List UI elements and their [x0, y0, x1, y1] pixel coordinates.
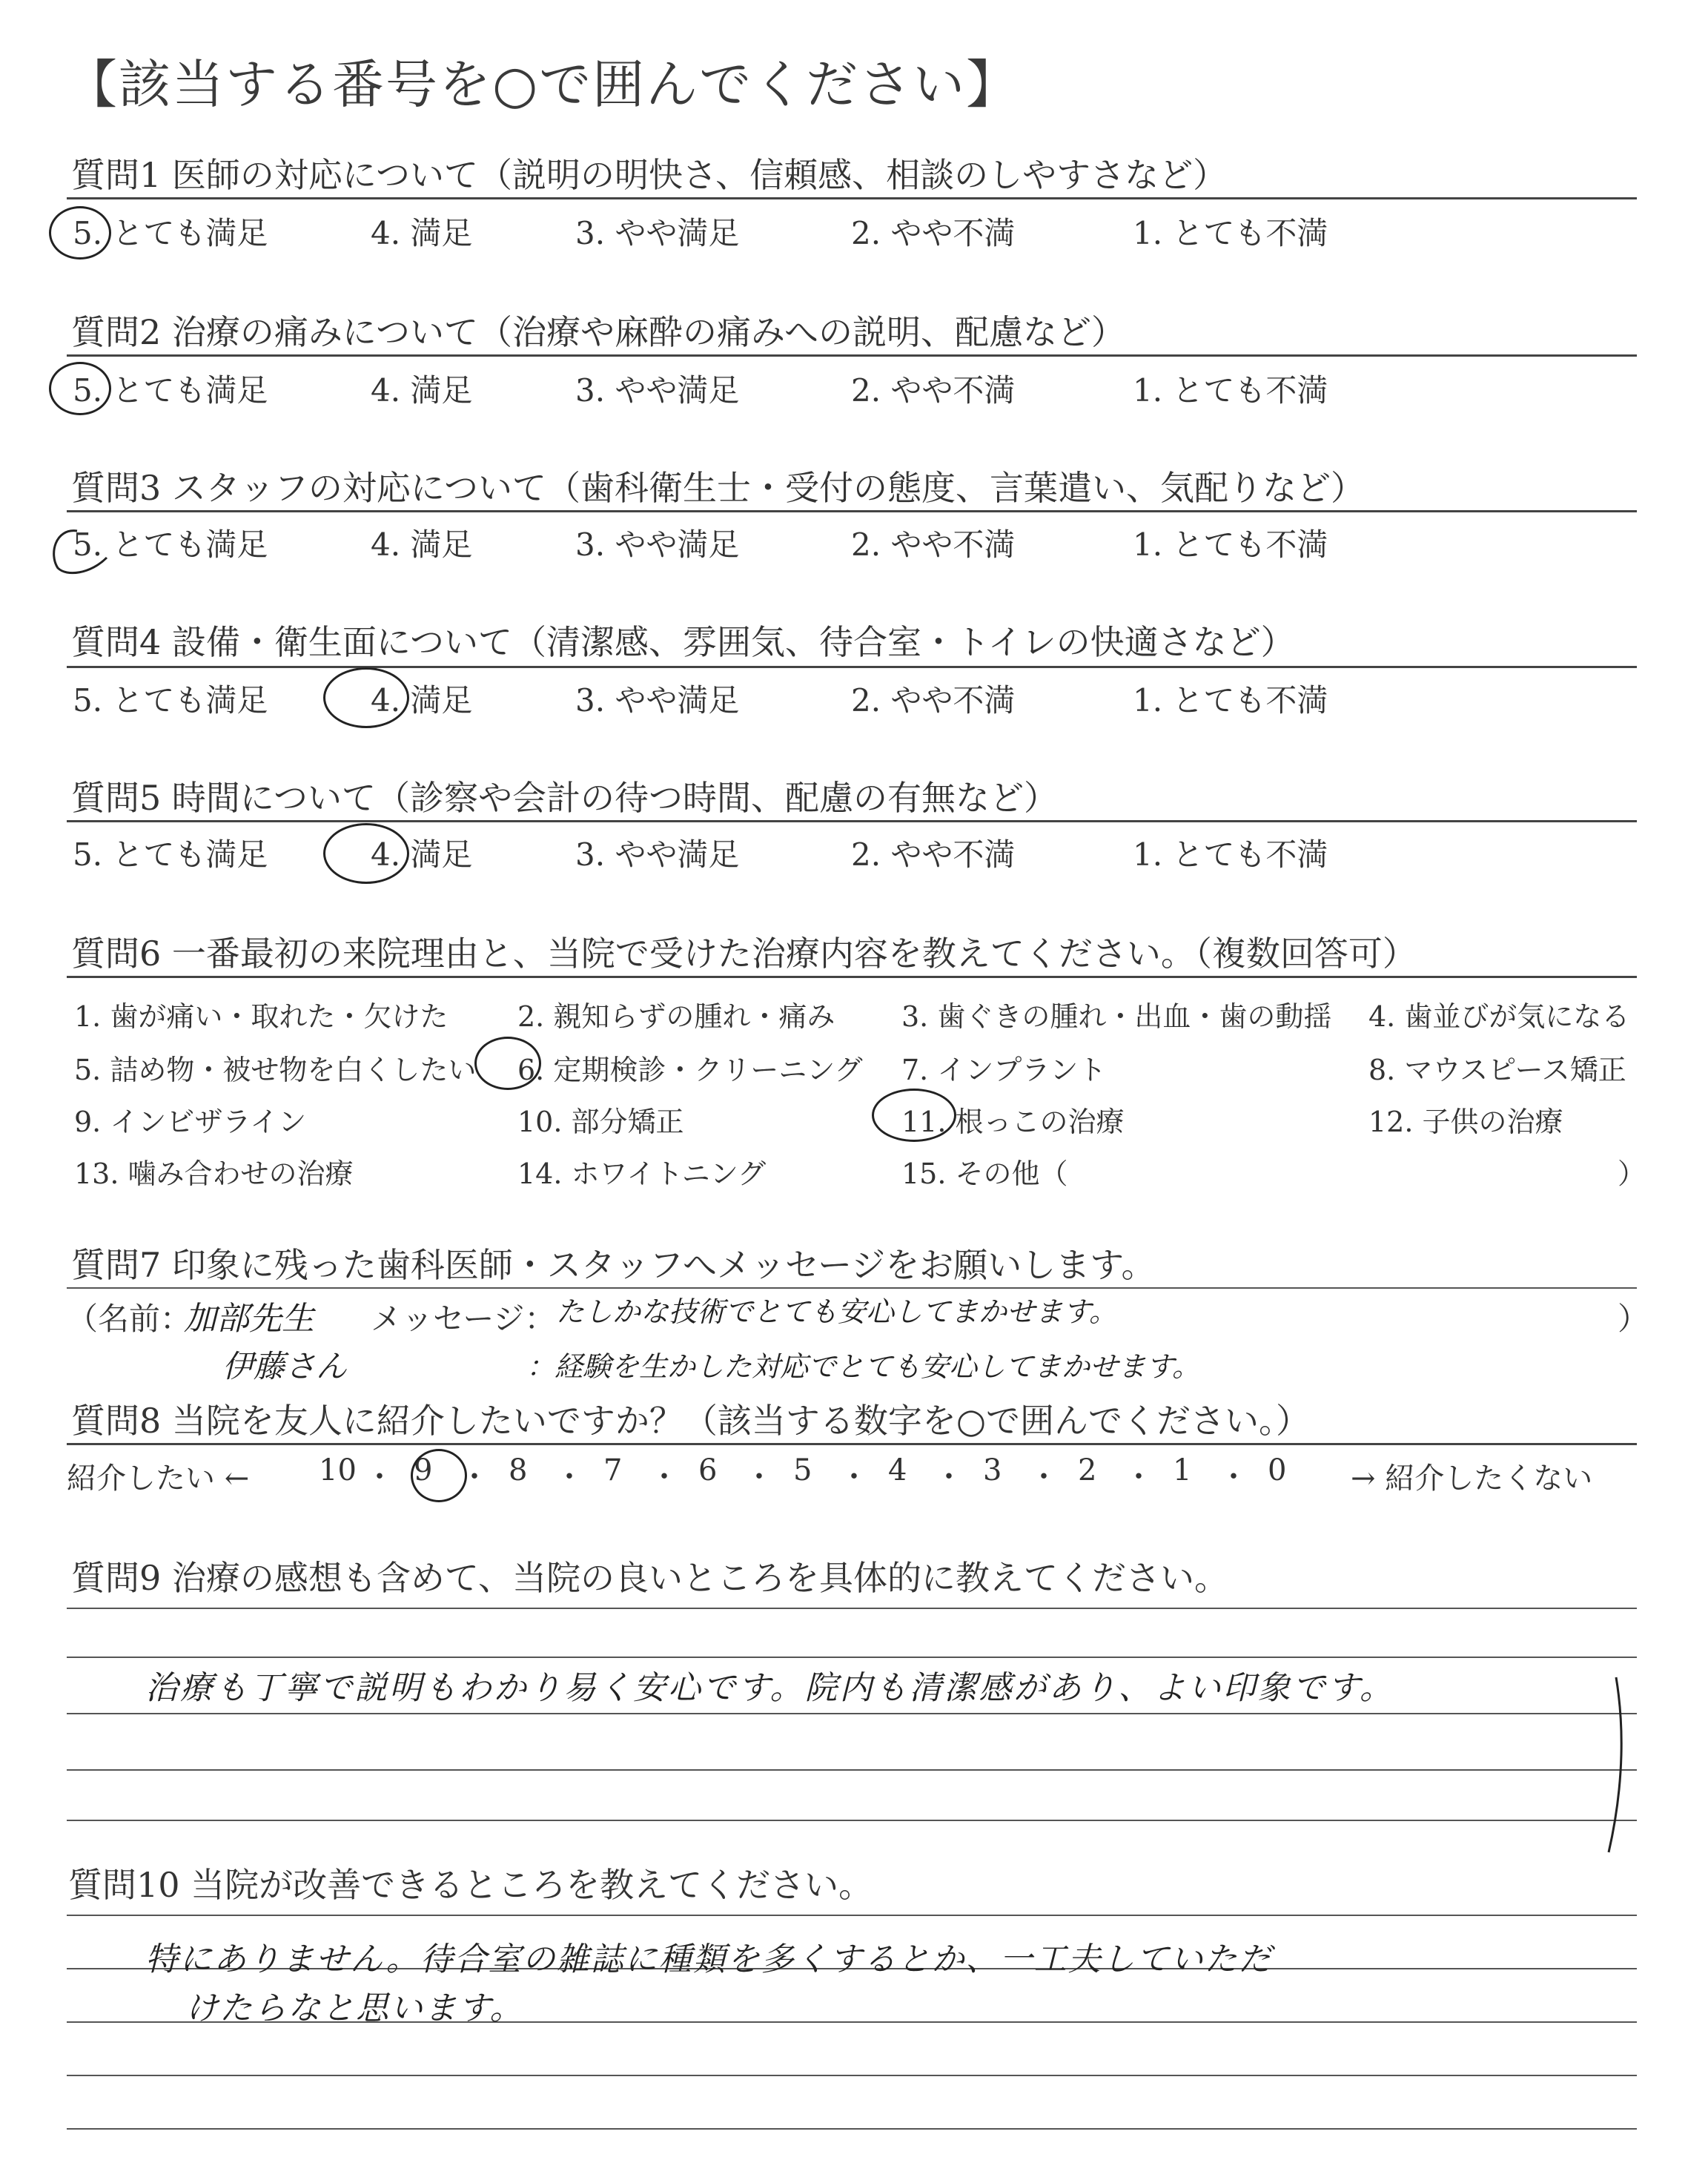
divider: [67, 510, 1637, 512]
q4-option-3[interactable]: 3. やや満足: [575, 682, 740, 719]
q3-option-5[interactable]: 5. とても満足: [73, 526, 268, 563]
q5-option-2[interactable]: 2. やや不満: [851, 836, 1016, 873]
q6-other-close-paren: ）: [1618, 1157, 1646, 1190]
divider: [67, 820, 1637, 822]
q3-option-1[interactable]: 1. とても不満: [1133, 526, 1328, 563]
q1-option-3[interactable]: 3. やや満足: [575, 215, 740, 251]
q5-option-1[interactable]: 1. とても不満: [1133, 836, 1328, 873]
q8-scale-9[interactable]: 9: [414, 1453, 433, 1487]
q8-scale-3[interactable]: 3: [983, 1453, 1002, 1487]
q6-choice-11[interactable]: 11. 根っこの治療: [901, 1106, 1125, 1138]
q7-message-label: メッセージ：: [371, 1301, 556, 1337]
q8-scale-7[interactable]: 7: [603, 1453, 623, 1487]
q6-choice-12[interactable]: 12. 子供の治療: [1368, 1106, 1563, 1138]
q4-option-4[interactable]: 4. 満足: [371, 682, 473, 719]
q8-selection-circle: [411, 1449, 467, 1502]
question-7-title: 質問7 印象に残った歯科医師・スタッフへメッセージをお願いします。: [71, 1245, 1156, 1285]
q4-selection-circle: [323, 667, 409, 728]
q8-scale-separator: ・: [649, 1460, 679, 1494]
q6-choice-9[interactable]: 9. インビザライン: [74, 1106, 307, 1138]
question-8-title: 質問8 当院を友人に紹介したいですか？（該当する数字を○で囲んでください。）: [71, 1401, 1311, 1441]
q8-scale-separator: ・: [1124, 1460, 1153, 1494]
q8-left-label: 紹介したい ←: [67, 1462, 250, 1496]
q9-handwritten-answer: 治療も丁寧で説明もわかり易く安心です。院内も清潔感があり、よい印象です。: [145, 1669, 1394, 1707]
q5-selection-circle: [323, 823, 409, 884]
question-2-title: 質問2 治療の痛みについて（治療や麻酔の痛みへの説明、配慮など）: [71, 312, 1126, 352]
q1-option-2[interactable]: 2. やや不満: [851, 215, 1016, 251]
q3-selection-mark: [47, 525, 114, 577]
divider: [67, 354, 1637, 357]
q8-scale-separator: ・: [460, 1460, 489, 1494]
q10-handwritten-answer-1: 特にありません。待合室の雑誌に種類を多くするとか、一工夫していただ: [145, 1941, 1273, 1978]
q6-choice-8[interactable]: 8. マウスピース矯正: [1368, 1054, 1626, 1086]
q1-option-4[interactable]: 4. 満足: [371, 215, 473, 251]
q8-scale-10[interactable]: 10: [319, 1453, 357, 1487]
q10-handwritten-answer-2: けたらなと思います。: [185, 1989, 524, 2027]
q2-option-4[interactable]: 4. 満足: [371, 372, 473, 409]
q5-option-4[interactable]: 4. 満足: [371, 836, 473, 873]
question-10-title: 質問10 当院が改善できるところを教えてください。: [68, 1865, 873, 1905]
answer-line: [67, 2075, 1637, 2076]
q8-scale-4[interactable]: 4: [888, 1453, 907, 1487]
q6-choice-6[interactable]: 6. 定期検診・クリーニング: [517, 1054, 863, 1086]
q6-selection-circle-6: [474, 1037, 541, 1090]
question-4-title: 質問4 設備・衛生面について（清潔感、雰囲気、待合室・トイレの快適さなど）: [71, 622, 1295, 662]
q8-scale-separator: ・: [1219, 1460, 1248, 1494]
q6-selection-circle-11: [872, 1089, 956, 1142]
q7-handwritten-name-2: 伊藤さん: [222, 1348, 348, 1384]
q8-scale-separator: ・: [839, 1460, 869, 1494]
q6-choice-10[interactable]: 10. 部分矯正: [517, 1106, 684, 1138]
page-heading: 【該当する番号を○で囲んでください】: [65, 54, 1020, 115]
question-5-title: 質問5 時間について（診察や会計の待つ時間、配慮の有無など）: [71, 778, 1058, 818]
q4-option-2[interactable]: 2. やや不満: [851, 682, 1016, 719]
q8-scale-separator: ・: [365, 1460, 394, 1494]
q8-scale-2[interactable]: 2: [1078, 1453, 1097, 1487]
q8-scale-0[interactable]: 0: [1268, 1453, 1287, 1487]
q7-close-paren: ）: [1618, 1301, 1649, 1337]
q8-scale-1[interactable]: 1: [1173, 1453, 1192, 1487]
q2-option-2[interactable]: 2. やや不満: [851, 372, 1016, 409]
q5-option-3[interactable]: 3. やや満足: [575, 836, 740, 873]
q6-choice-15[interactable]: 15. その他（: [901, 1157, 1068, 1190]
q4-option-5[interactable]: 5. とても満足: [73, 682, 268, 719]
q6-choice-14[interactable]: 14. ホワイトニング: [517, 1157, 767, 1190]
divider: [67, 1443, 1637, 1445]
q8-right-label: → 紹介したくない: [1351, 1462, 1593, 1496]
question-6-title: 質問6 一番最初の来院理由と、当院で受けた治療内容を教えてください。（複数回答可）: [71, 934, 1417, 974]
q6-choice-5[interactable]: 5. 詰め物・被せ物を白くしたい: [74, 1054, 477, 1086]
divider: [67, 976, 1637, 978]
q8-scale: [319, 1453, 1327, 1495]
q9-pen-stroke: [1594, 1677, 1638, 1855]
question-3-title: 質問3 スタッフの対応について（歯科衛生士・受付の態度、言葉遣い、気配りなど）: [71, 468, 1365, 508]
answer-line: [67, 1657, 1637, 1658]
question-1-title: 質問1 医師の対応について（説明の明快さ、信頼感、相談のしやすさなど）: [71, 155, 1228, 195]
q1-option-1[interactable]: 1. とても不満: [1133, 215, 1328, 251]
q7-name-label: （名前：: [67, 1301, 192, 1337]
q3-option-4[interactable]: 4. 満足: [371, 526, 473, 563]
answer-line: [67, 1713, 1637, 1714]
divider: [67, 666, 1637, 668]
answer-line: [67, 1820, 1637, 1821]
q7-handwritten-message-2: ：経験を生かした対応でとても安心してまかせます。: [526, 1350, 1200, 1383]
answer-line: [67, 1915, 1637, 1916]
answer-line: [67, 1769, 1637, 1771]
q3-option-2[interactable]: 2. やや不満: [851, 526, 1016, 563]
answer-line: [67, 2128, 1637, 2130]
q2-option-3[interactable]: 3. やや満足: [575, 372, 740, 409]
q8-scale-5[interactable]: 5: [793, 1453, 812, 1487]
q7-handwritten-name-1: 加部先生: [184, 1300, 314, 1338]
q8-scale-separator: ・: [555, 1460, 584, 1494]
divider: [67, 197, 1637, 199]
q8-scale-separator: ・: [744, 1460, 774, 1494]
q7-handwritten-message-1: たしかな技術でとても安心してまかせます。: [556, 1295, 1117, 1328]
question-9-title: 質問9 治療の感想も含めて、当院の良いところを具体的に教えてください。: [71, 1558, 1228, 1598]
q1-option-5[interactable]: 5. とても満足: [73, 215, 268, 251]
q2-selection-circle: [49, 362, 111, 415]
q6-choice-4[interactable]: 4. 歯並びが気になる: [1368, 1000, 1630, 1033]
q6-choice-3[interactable]: 3. 歯ぐきの腫れ・出血・歯の動揺: [901, 1000, 1332, 1033]
q2-option-5[interactable]: 5. とても満足: [73, 372, 268, 409]
q6-choice-1[interactable]: 1. 歯が痛い・取れた・欠けた: [74, 1000, 448, 1033]
q8-scale-separator: ・: [1029, 1460, 1059, 1494]
q8-scale-separator: ・: [934, 1460, 964, 1494]
q1-selection-circle: [49, 206, 111, 260]
q6-choice-2[interactable]: 2. 親知らずの腫れ・痛み: [517, 1000, 835, 1033]
q8-scale-6[interactable]: 6: [698, 1453, 718, 1487]
q8-scale-8[interactable]: 8: [509, 1453, 528, 1487]
q6-choice-13[interactable]: 13. 噛み合わせの治療: [74, 1157, 354, 1190]
answer-line: [67, 1608, 1637, 1609]
q4-option-1[interactable]: 1. とても不満: [1133, 682, 1328, 719]
q5-option-5[interactable]: 5. とても満足: [73, 836, 268, 873]
q3-option-3[interactable]: 3. やや満足: [575, 526, 740, 563]
q6-choice-7[interactable]: 7. インプラント: [901, 1054, 1107, 1086]
q2-option-1[interactable]: 1. とても不満: [1133, 372, 1328, 409]
